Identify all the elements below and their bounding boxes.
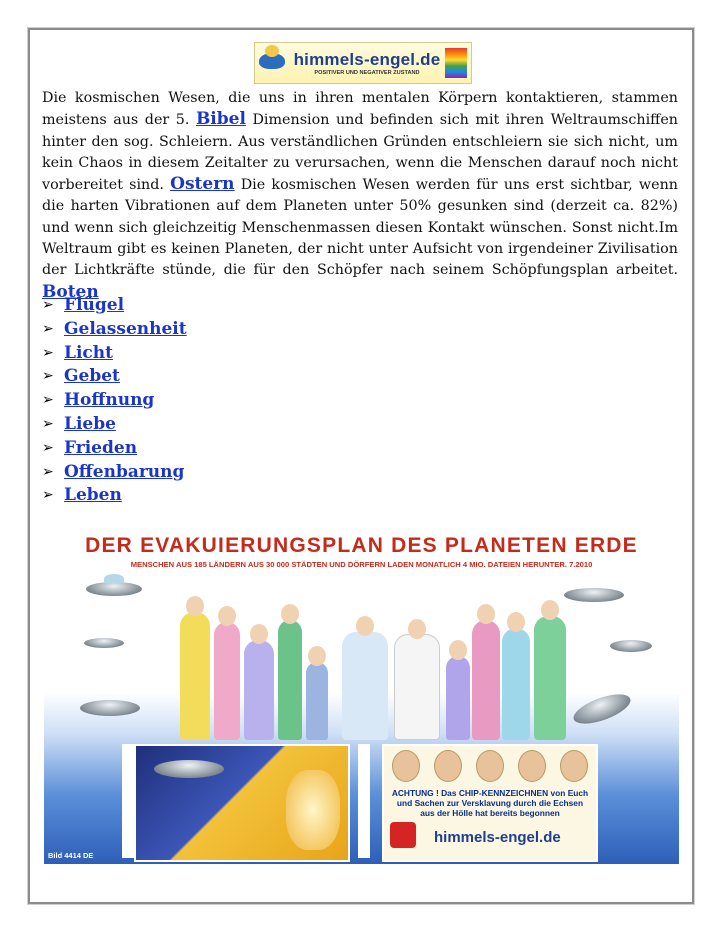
figure — [180, 612, 210, 740]
figure — [394, 634, 440, 740]
list-item — [42, 294, 187, 318]
angel-bird-icon — [255, 43, 289, 83]
link-fluegel[interactable]: Flügel — [64, 295, 125, 315]
logo-brand: himmels-engel.de — [293, 50, 441, 69]
arrow-bullet-icon: ➢ — [42, 463, 54, 480]
arrow-bullet-icon: ➢ — [42, 368, 54, 385]
image-label: Bild 4414 DE — [48, 851, 94, 860]
figure — [244, 640, 274, 740]
ufo-icon — [570, 688, 634, 729]
ashtar-sheran-panel — [134, 744, 350, 862]
link-liebe[interactable]: Liebe — [64, 413, 116, 434]
arrow-bullet-icon: ➢ — [42, 415, 54, 432]
arrow-bullet-icon: ➢ — [42, 392, 54, 409]
chip-warning-text: ACHTUNG ! Das CHIP-KENNZEICHNEN von Euch und Sachen zur Versklavung durch die Echsen aus der Hölle hat bereits begonnen — [391, 788, 589, 818]
link-boten[interactable]: Boten — [42, 281, 99, 302]
figure — [446, 656, 470, 740]
rainbow-icon — [445, 48, 467, 78]
list-item — [42, 365, 187, 389]
link-licht[interactable]: Licht — [64, 342, 113, 363]
poster-subtitle: MENSCHEN AUS 185 LÄNDERN AUS 30 000 STÄDTEN UND DÖRFERN LADEN MONATLICH 4 MIO. DATEIEN HERUNTER. 7.2010 — [130, 560, 593, 569]
light-beings-group — [174, 584, 574, 740]
link-hoffnung[interactable]: Hoffnung — [64, 390, 155, 411]
golden-figure-icon — [286, 770, 340, 850]
chip-warning-panel — [382, 744, 598, 862]
paragraph-text: Die kosmischen Wesen werden für uns erst sichtbar, wenn die harten Vibrationen auf dem Planeten unter 50% gesunken sind (derzeit ca. 82%) und wenn sich gleichzeitig Menschenmassen diesen Kontakt wünschen. Sonst nicht.Im Weltraum gibt es keinen Planeten, der nicht unter Aufsicht von irgendeiner Zivilisation der Lichtkräfte stünde, die für den Schöpfer nach seinem Schöpfungsplan arbeitet. — [42, 177, 678, 279]
portrait-row — [392, 750, 588, 784]
arrow-bullet-icon: ➢ — [42, 439, 54, 456]
arrow-bullet-icon: ➢ — [42, 297, 54, 313]
figure — [214, 622, 240, 740]
evacuation-plan-poster[interactable] — [44, 520, 679, 864]
paragraph-text: Dimension und befinden sich mit ihren Weltraumschiffen hinter den sog. Schleiern. Aus verständlichen Gründen entschleiern sie sich nicht, um kein Chaos in diesem Zeitalter zu verursachen, wenn die Menschen darauf noch nicht vorbereitet sind. — [42, 112, 678, 194]
intro-paragraph — [42, 88, 678, 304]
poster-title: DER EVAKUIERUNGSPLAN DES PLANETEN ERDE — [85, 534, 638, 557]
ufo-icon — [80, 700, 140, 716]
list-item — [42, 389, 187, 413]
ufo-icon — [84, 638, 124, 648]
figure — [472, 620, 500, 740]
figure — [342, 632, 388, 740]
paragraph-text: Die kosmischen Wesen, die uns in ihren mentalen Körpern kontaktieren, stammen meistens aus der 5. — [42, 90, 678, 129]
arrow-bullet-icon: ➢ — [42, 344, 54, 361]
ufo-icon — [86, 582, 142, 596]
link-list — [42, 294, 187, 508]
link-gebet[interactable]: Gebet — [64, 366, 120, 387]
link-leben[interactable]: Leben — [64, 485, 122, 506]
side-strip — [122, 744, 134, 858]
list-item — [42, 461, 187, 485]
figure — [306, 662, 328, 740]
figure — [502, 628, 530, 740]
ufo-icon — [154, 760, 224, 778]
logo-tagline: POSITIVER UND NEGATIVER ZUSTAND — [314, 70, 420, 76]
panel-brand: himmels-engel.de — [434, 829, 561, 846]
figure — [534, 616, 566, 740]
figure — [278, 620, 302, 740]
side-strip — [358, 744, 370, 858]
stop-rfid-icon — [390, 822, 416, 848]
ufo-icon — [610, 640, 652, 652]
site-logo[interactable] — [254, 42, 472, 84]
list-item — [42, 318, 187, 342]
list-item — [42, 484, 187, 508]
list-item — [42, 437, 187, 461]
list-item — [42, 342, 187, 366]
link-bibel[interactable]: Bibel — [195, 109, 246, 130]
list-item — [42, 413, 187, 437]
link-gelassenheit[interactable]: Gelassenheit — [64, 318, 187, 339]
link-offenbarung[interactable]: Offenbarung — [64, 461, 185, 482]
link-frieden[interactable]: Frieden — [64, 437, 138, 458]
arrow-bullet-icon: ➢ — [42, 487, 54, 504]
link-ostern[interactable]: Ostern — [170, 174, 235, 195]
ufo-dome-icon — [104, 574, 124, 583]
arrow-bullet-icon: ➢ — [42, 320, 54, 337]
page-frame — [28, 28, 694, 904]
